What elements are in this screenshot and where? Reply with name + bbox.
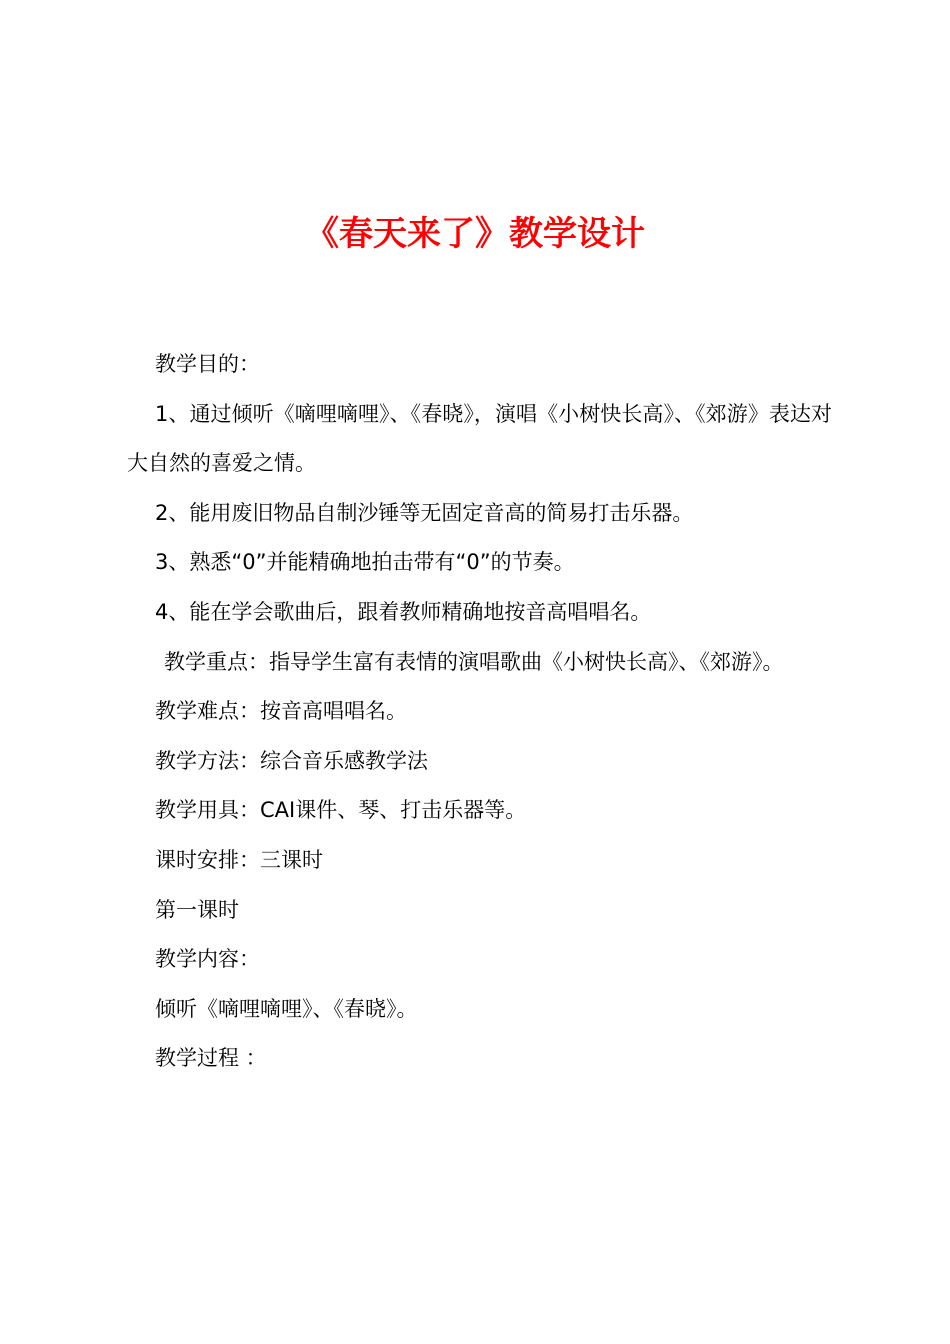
paragraph-teaching-content: 教学内容： bbox=[155, 947, 260, 972]
paragraph-objective-2: 2、能用废旧物品自制沙锤等无固定音高的简易打击乐器。 bbox=[155, 500, 694, 525]
paragraph-key-points: 教学重点：指导学生富有表情的演唱歌曲《小树快长高》、《郊游》。 bbox=[164, 649, 784, 674]
paragraph-methods: 教学方法：综合音乐感教学法 bbox=[155, 748, 428, 773]
document-title: 《春天来了》教学设计 bbox=[305, 214, 645, 254]
paragraph-first-lesson: 第一课时 bbox=[155, 897, 239, 922]
paragraph-teaching-process: 教学过程 ： bbox=[155, 1046, 267, 1071]
paragraph-listening: 倾听《嘀哩嘀哩》、《春晓》。 bbox=[155, 996, 418, 1021]
paragraph-objective-1: 1、通过倾听《嘀哩嘀哩》、《春晓》，演唱《小树快长高》、《郊游》表达对大自然的喜爱之情。 bbox=[127, 401, 832, 476]
paragraph-objective-3: 3、熟悉“0”并能精确地拍击带有“0”的节奏。 bbox=[155, 550, 575, 575]
paragraph-objective-4: 4、能在学会歌曲后，跟着教师精确地按音高唱唱名。 bbox=[155, 599, 652, 624]
document-body bbox=[127, 340, 832, 1084]
paragraph-schedule: 课时安排：三课时 bbox=[155, 847, 323, 872]
paragraph-teaching-objectives: 教学目的： bbox=[155, 352, 260, 376]
paragraph-difficulties: 教学难点：按音高唱唱名。 bbox=[155, 699, 407, 724]
paragraph-teaching-aids: 教学用具：CAI课件、琴、打击乐器等。 bbox=[155, 798, 527, 823]
